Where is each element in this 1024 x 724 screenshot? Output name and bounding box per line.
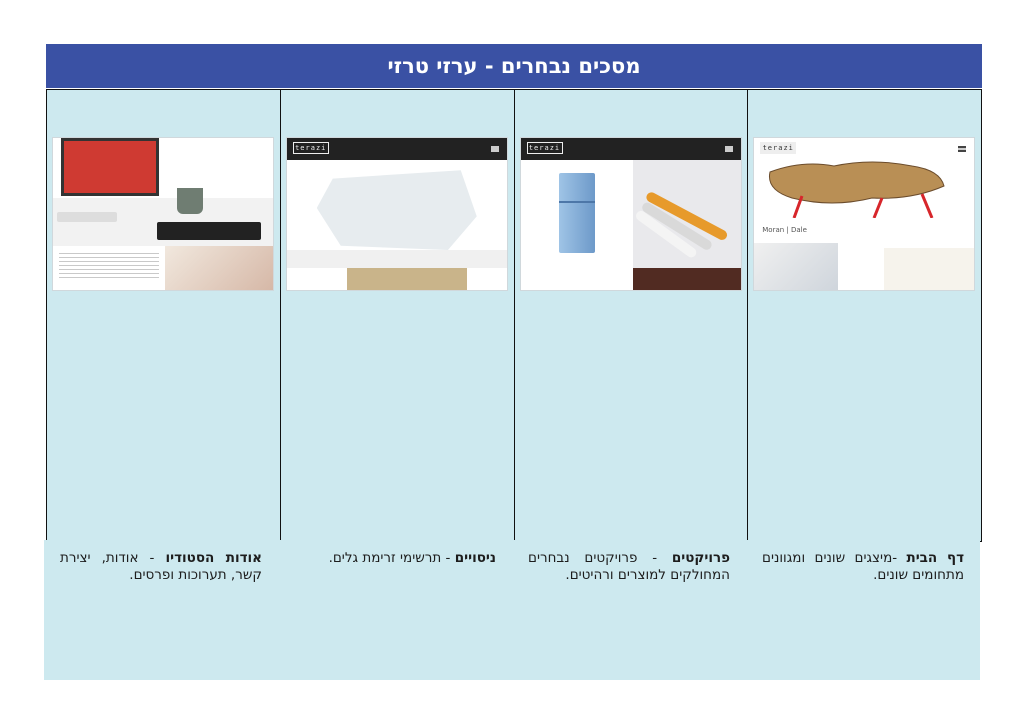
- caption-projects: [512, 540, 746, 680]
- caption-experiments-title: ניסויים: [454, 550, 496, 566]
- home-screenshot: [754, 138, 974, 290]
- captions-row: [44, 540, 980, 680]
- pens-image: [633, 160, 741, 268]
- home-caption: Moran | Dale: [762, 226, 807, 234]
- projects-screenshot: [521, 138, 741, 290]
- site-topbar: [287, 138, 507, 160]
- caption-projects-text: - פרויקטים נבחרים המחולקים למוצרים ורהיטים.: [528, 550, 730, 583]
- column-experiments: [280, 90, 514, 541]
- table-image: [762, 158, 946, 218]
- column-home: [747, 90, 982, 541]
- page-title: [46, 44, 982, 88]
- about-text-block: [59, 250, 159, 280]
- menu-icon: [491, 146, 499, 152]
- brand-logo: terazi: [760, 142, 796, 154]
- page-title-text: מסכים נבחרים - ערזי טרזי: [387, 54, 641, 78]
- product-thumb: [633, 268, 741, 290]
- model-thumb: [754, 243, 838, 290]
- caption-experiments: [278, 540, 512, 680]
- wood-map-image: [347, 268, 467, 290]
- keyboard-image: [57, 212, 117, 222]
- menu-icon: [725, 146, 733, 152]
- mug-image: [177, 188, 203, 214]
- caption-home-title: דף הבית: [906, 550, 965, 566]
- sketch-image: [165, 246, 273, 290]
- screens-grid: [46, 89, 982, 542]
- studio-screenshot: [53, 138, 273, 290]
- caption-projects-title: פרויקטים: [671, 550, 730, 566]
- brand-logo: terazi: [293, 142, 329, 154]
- brand-logo: terazi: [527, 142, 563, 154]
- map-thumb: [884, 248, 974, 290]
- experiments-screenshot: [287, 138, 507, 290]
- book-image: [157, 222, 261, 240]
- menu-icon: [958, 146, 966, 152]
- city-model-image: [317, 166, 477, 250]
- caption-studio: [44, 540, 278, 680]
- site-topbar: [521, 138, 741, 160]
- caption-band: [287, 250, 507, 268]
- caption-studio-title: אודות הסטודיו: [165, 550, 262, 566]
- caption-home: [746, 540, 980, 680]
- caption-experiments-text: - תרשימי זרימת גלים.: [328, 550, 455, 566]
- column-projects: [514, 90, 748, 541]
- caption-home-text: -מיצגים שונים ומגוונים מתחומים שונים.: [762, 550, 964, 583]
- column-studio: [46, 90, 280, 541]
- caption-studio-text: - אודות, יצירת קשר, תערוכות ופרסים.: [60, 550, 262, 583]
- fridge-image: [559, 173, 595, 253]
- monitor-image: [61, 138, 159, 196]
